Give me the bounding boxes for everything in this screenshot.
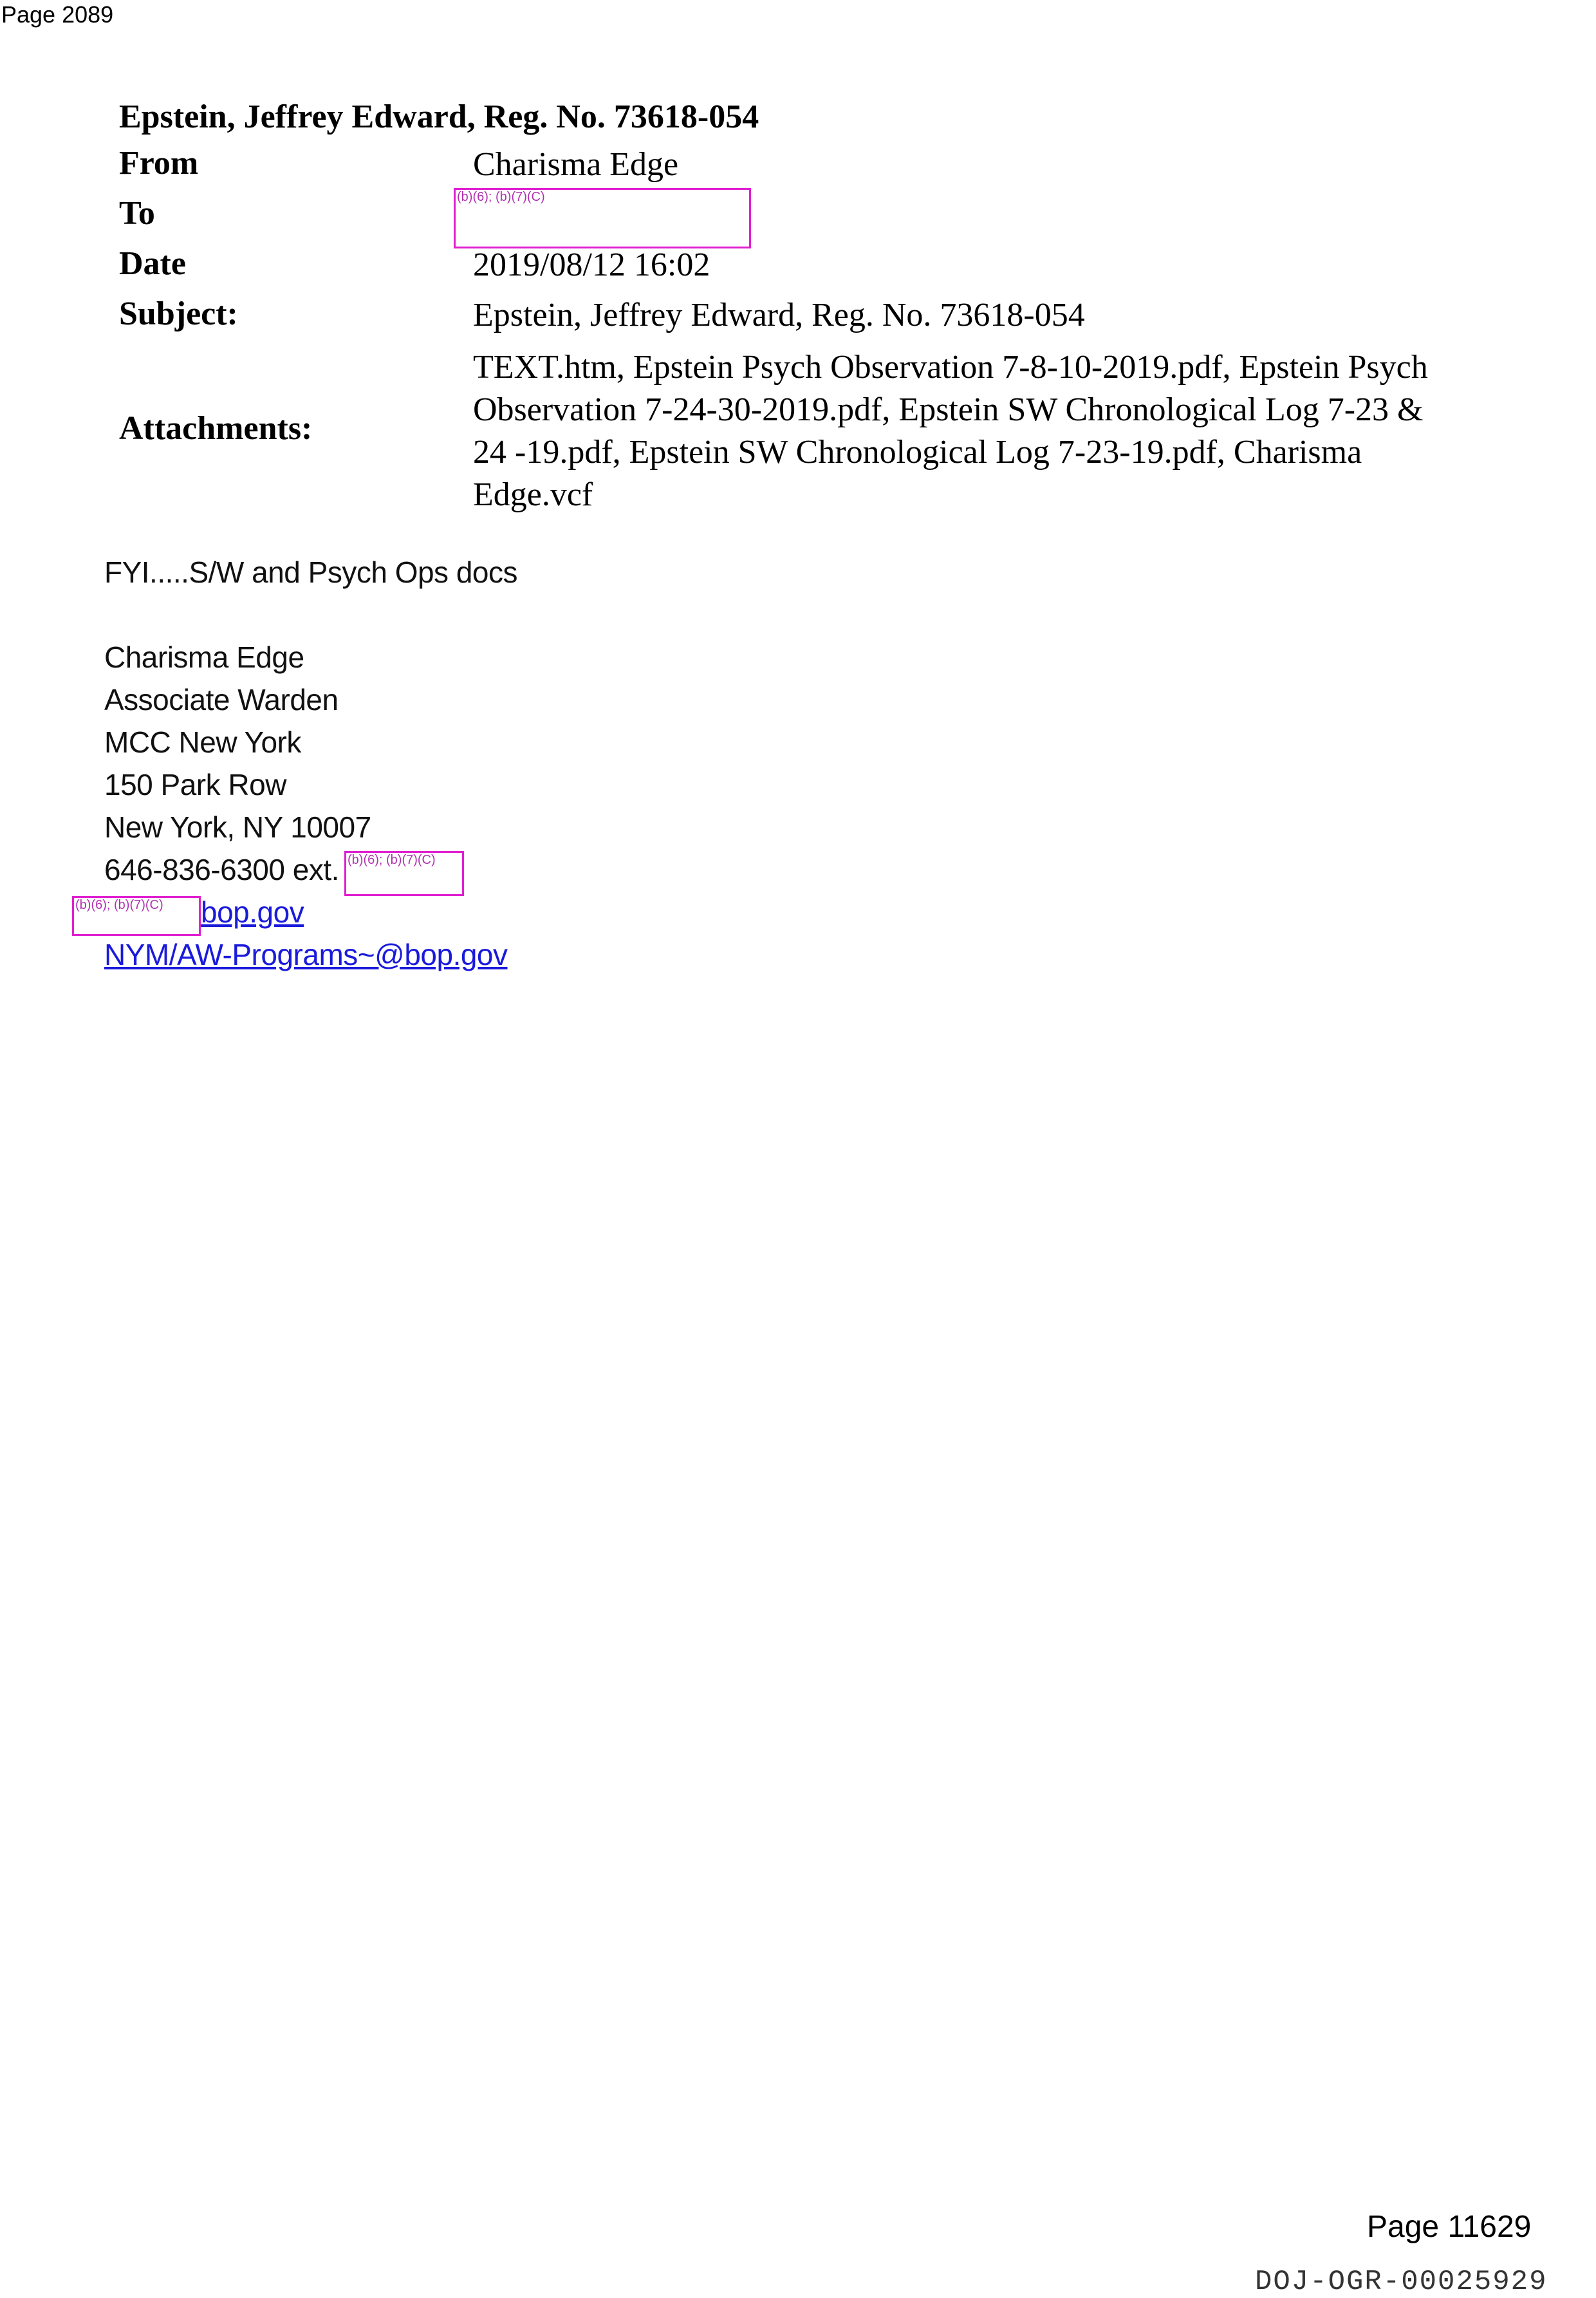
to-redaction-box: (b)(6); (b)(7)(C) — [454, 188, 751, 248]
date-value: 2019/08/12 16:02 — [473, 247, 710, 283]
phone-redaction-box: (b)(6); (b)(7)(C) — [344, 851, 464, 896]
attachments-label: Attachments: — [119, 410, 313, 447]
email-title: Epstein, Jeffrey Edward, Reg. No. 73618-054 — [119, 98, 759, 135]
signature-city: New York, NY 10007 — [104, 810, 371, 844]
to-label: To — [119, 195, 155, 232]
signature-name: Charisma Edge — [104, 640, 304, 674]
page-number-bottom: Page 11629 — [1367, 2210, 1532, 2244]
bates-number: DOJ-OGR-00025929 — [1255, 2266, 1548, 2298]
email-redaction-box: (b)(6); (b)(7)(C) — [72, 896, 201, 936]
date-label: Date — [119, 245, 186, 282]
page-number-top: Page 2089 — [1, 1, 114, 28]
attachments-value: TEXT.htm, Epstein Psych Observation 7-8-10-2019.pdf, Epstein Psych Observation 7-24-30-2019.pdf, Epstein SW Chronological Log 7-23 & 24 -19.pdf, Epstein SW Chronological Log 7-23-19.pdf, Charisma Edge.vcf — [473, 349, 1428, 513]
from-value: Charisma Edge — [473, 146, 679, 183]
signature-org: MCC New York — [104, 725, 301, 759]
subject-value: Epstein, Jeffrey Edward, Reg. No. 73618-054 — [473, 297, 1085, 333]
signature-phone: 646-836-6300 ext. — [104, 853, 339, 886]
group-email-link[interactable]: NYM/AW-Programs~@bop.gov — [104, 938, 508, 971]
signature-street: 150 Park Row — [104, 768, 286, 801]
from-label: From — [119, 145, 199, 182]
subject-label: Subject: — [119, 295, 238, 332]
signature-title: Associate Warden — [104, 683, 339, 716]
email-link[interactable]: bop.gov — [201, 895, 304, 929]
message-text: FYI.....S/W and Psych Ops docs — [104, 556, 518, 589]
